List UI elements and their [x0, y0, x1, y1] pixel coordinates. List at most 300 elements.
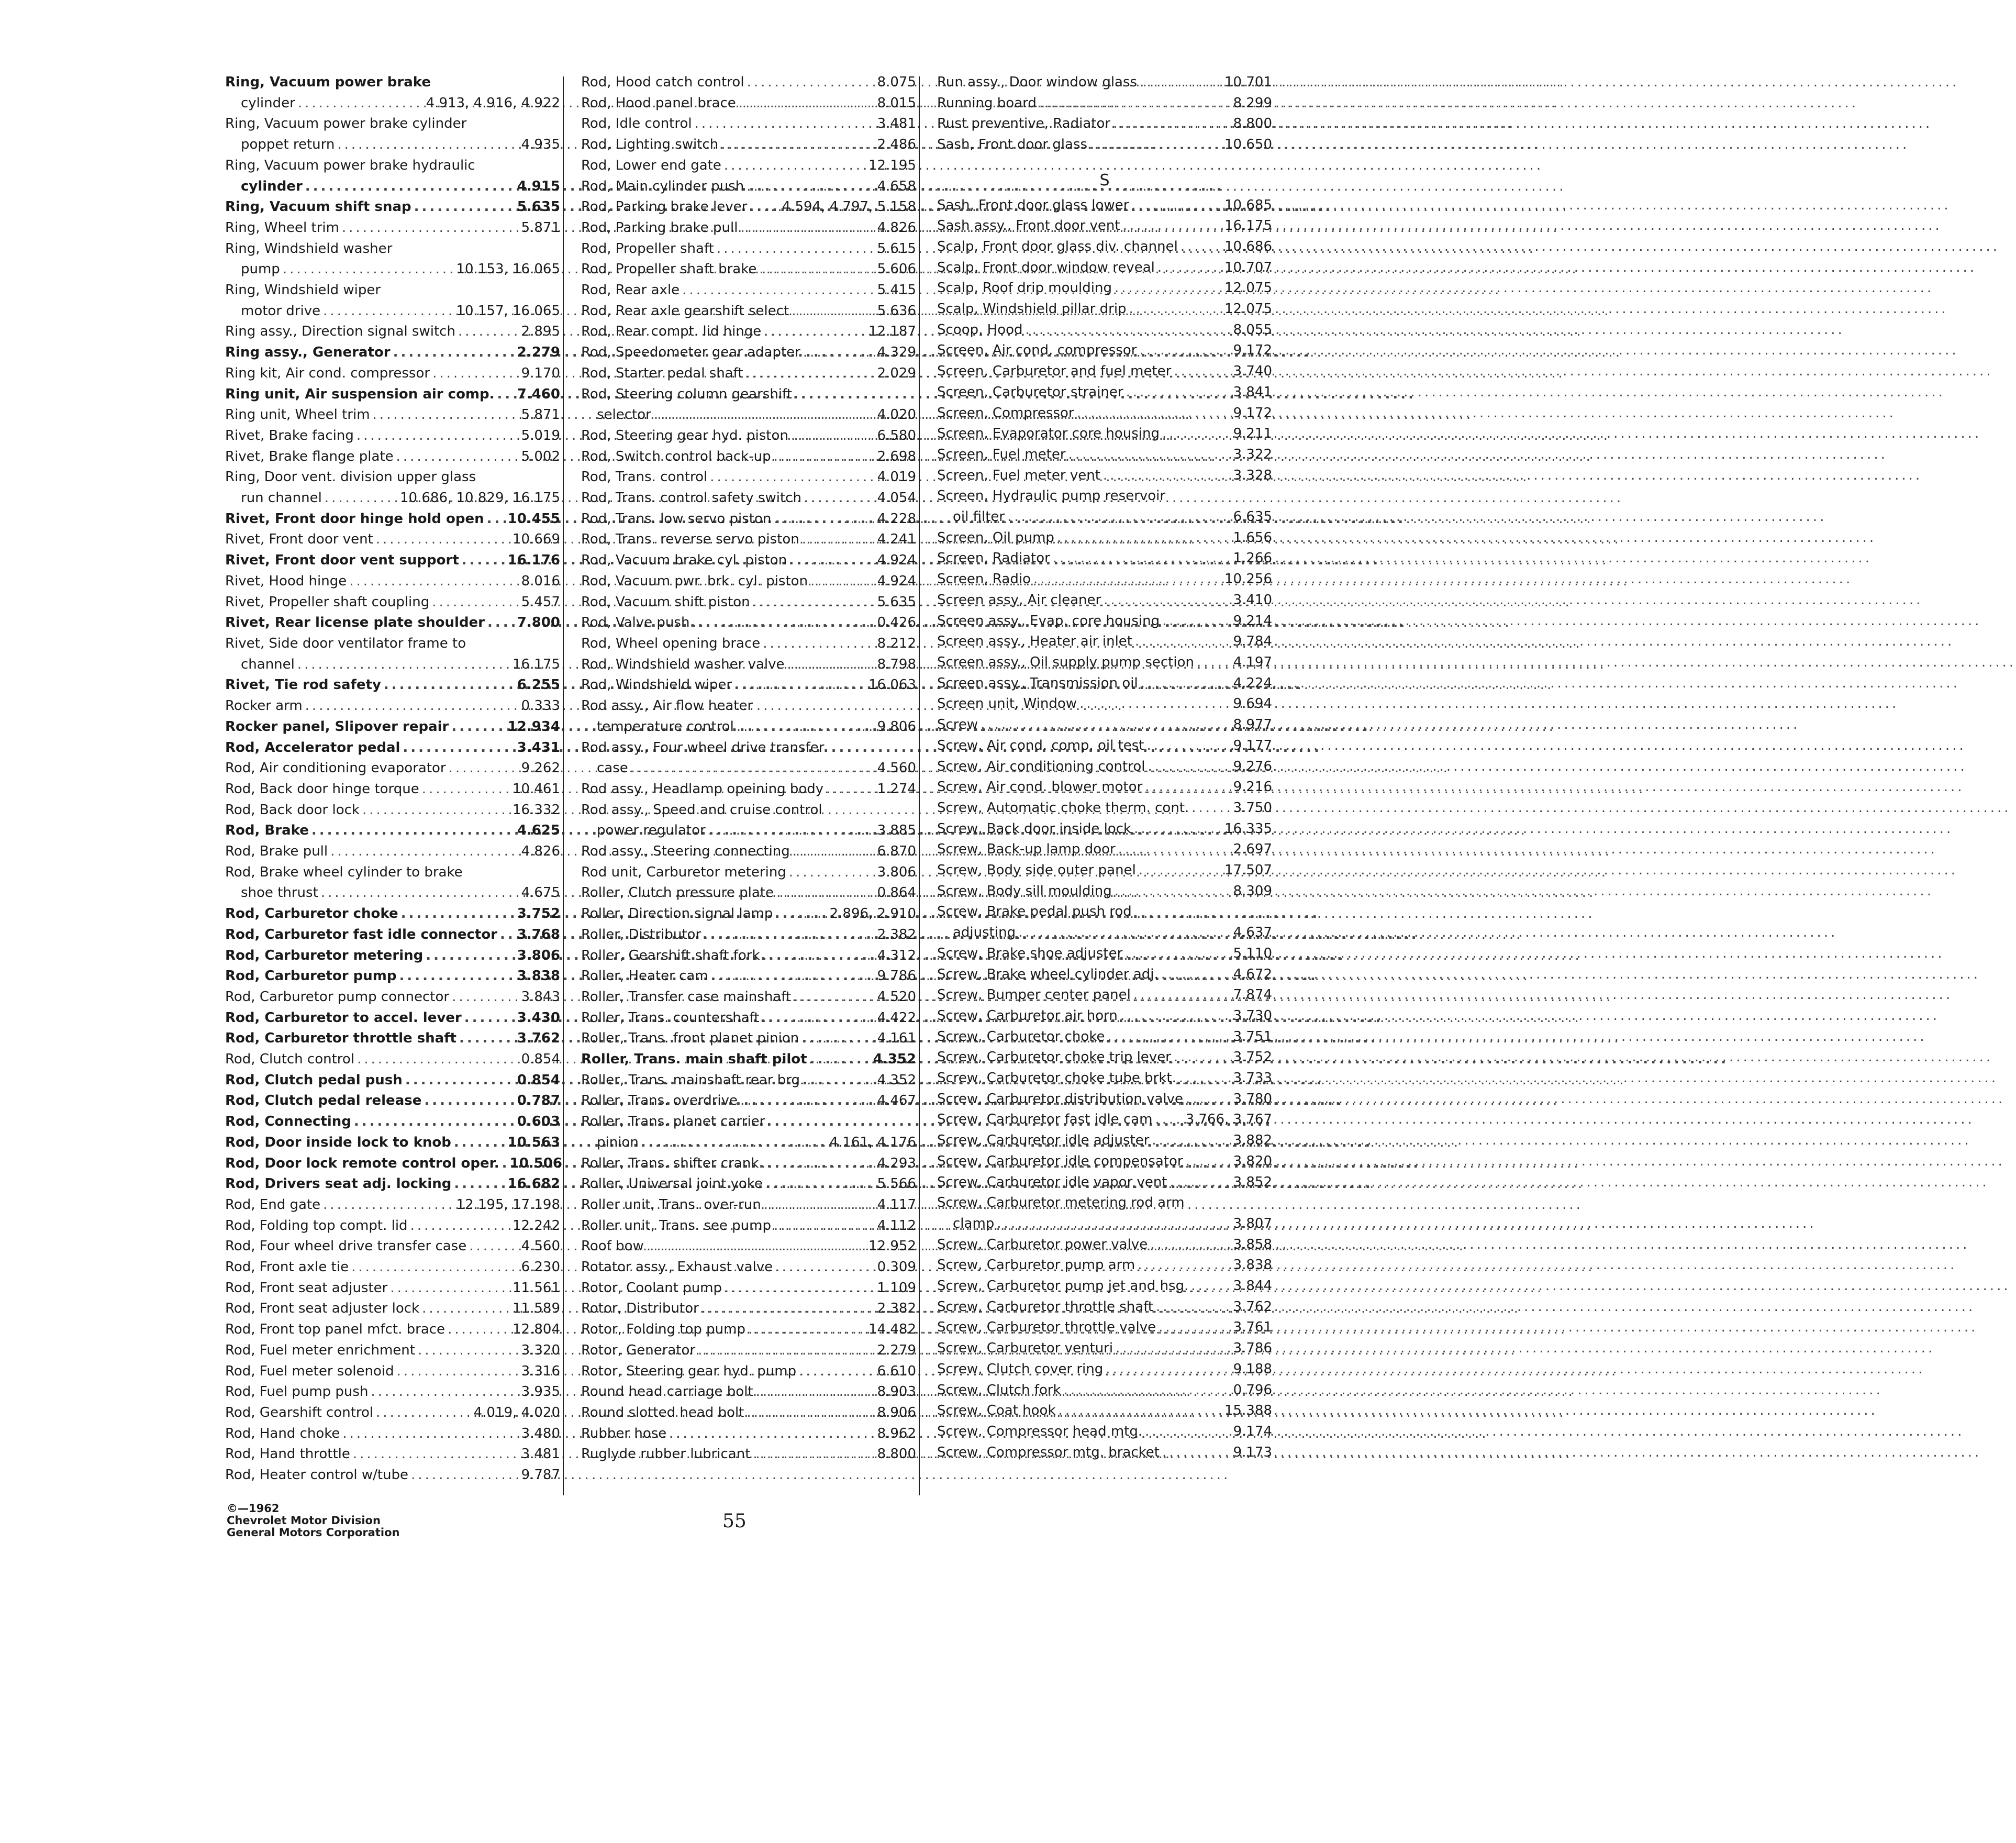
dot-leader [704, 925, 874, 946]
entry-name: Rod, Front seat adjuster [225, 1280, 388, 1296]
index-entry [581, 1361, 916, 1382]
index-entry [225, 613, 560, 634]
entry-page-ref: 6.255 [517, 677, 560, 693]
entry-name: Rod, Front axle tie [225, 1259, 349, 1275]
column-divider [563, 76, 564, 1495]
index-entry [225, 405, 560, 426]
entry-page-ref: 12.195 [868, 157, 916, 173]
entry-page-ref: 12.075 [1224, 280, 1272, 296]
dot-leader [1191, 798, 1230, 819]
entry-name: Rod, Parking brake lever [581, 199, 748, 215]
entry-page-ref: 1.656 [1233, 529, 1272, 546]
dot-leader [1126, 382, 1231, 403]
index-entry [225, 1236, 560, 1257]
entry-name: Ring, Wheel trim [225, 219, 339, 236]
index-entry [225, 1008, 560, 1029]
entry-name: Scalp, Windshield pillar drip [937, 301, 1127, 317]
index-entry [581, 883, 916, 904]
index-entry [937, 694, 1272, 715]
index-entry [581, 820, 916, 841]
entry-page-ref: 3.316 [521, 1363, 560, 1379]
dot-leader [305, 176, 515, 197]
index-entry [225, 1319, 560, 1340]
entry-name: Scalp, Roof drip moulding [937, 280, 1112, 296]
index-entry [225, 717, 560, 738]
dot-leader [349, 571, 518, 592]
dot-leader [746, 363, 875, 384]
index-entry [225, 321, 560, 342]
entry-name: Rod, Carburetor throttle shaft [225, 1030, 456, 1047]
entry-page-ref: 0.603 [517, 1114, 560, 1130]
entry-page-ref: 10.701 [1224, 74, 1272, 90]
dot-leader [1197, 652, 1231, 673]
dot-leader [740, 1091, 875, 1112]
entry-page-ref: 0.426 [877, 615, 916, 631]
entry-name: Rotator assy., Exhaust valve [581, 1259, 773, 1275]
entry-page-ref: 3.806 [517, 947, 560, 963]
dot-leader [1156, 1297, 1231, 1318]
entry-page-ref: 7.460 [517, 386, 560, 402]
entry-page-ref: 0.854 [517, 1072, 560, 1088]
dot-leader [357, 426, 519, 447]
index-entry [225, 1091, 560, 1112]
entry-page-ref: 3.786 [1233, 1340, 1272, 1357]
dot-leader [459, 1028, 515, 1049]
index-entry [581, 987, 916, 1008]
entry-page-ref: 12.934 [507, 718, 560, 735]
entry-name: Screen, Fuel meter vent [937, 467, 1100, 483]
dot-leader [487, 509, 505, 530]
entry-page-ref: 4.826 [521, 843, 560, 860]
index-entry [581, 239, 916, 260]
entry-page-ref: 5.002 [521, 448, 560, 464]
index-entry [581, 925, 916, 946]
entry-page-ref: 3.768 [517, 926, 560, 942]
entry-page-ref: 8.903 [877, 1384, 916, 1400]
entry-page-ref: 3.807 [1233, 1215, 1272, 1231]
index-entry-header: Ring, Vacuum power brake hydraulic [225, 157, 475, 173]
entry-name: Scalp, Front door window reveal [937, 259, 1155, 275]
dot-leader [763, 634, 874, 654]
entry-name: Screw, Back-up lamp door [937, 841, 1116, 858]
entry-page-ref: 0.854 [521, 1051, 560, 1068]
dot-leader [376, 1403, 471, 1424]
index-entry [225, 904, 560, 925]
index-entry [225, 571, 560, 592]
index-entry-header: Rod assy., Speed and cruise control [581, 802, 822, 818]
entry-page-ref: 2.382 [877, 926, 916, 942]
dot-leader [764, 321, 866, 342]
entry-name: Rivet, Brake flange plate [225, 448, 394, 464]
entry-name: Screw, Carburetor fast idle cam [937, 1112, 1153, 1128]
entry-page-ref: 0.309 [877, 1259, 916, 1275]
entry-name: Rod, Front seat adjuster lock [225, 1301, 420, 1317]
index-entry [225, 1153, 560, 1174]
index-entry [937, 507, 1272, 528]
index-entry [937, 1109, 1272, 1130]
entry-page-ref: 4.312 [877, 947, 916, 963]
index-entry [225, 426, 560, 447]
index-entry [225, 1444, 560, 1465]
entry-page-ref: 4.826 [877, 219, 916, 236]
entry-page-ref: 12.952 [868, 1238, 916, 1254]
entry-page-ref: 2.382 [877, 1301, 916, 1317]
index-entry [937, 673, 1272, 694]
dot-leader [1150, 1235, 1230, 1256]
entry-name: Screw, Carburetor pump arm [937, 1257, 1135, 1273]
dot-leader [1179, 1068, 1231, 1089]
dot-leader [981, 715, 1230, 736]
dot-leader [448, 1319, 510, 1340]
entry-page-ref: 10.461 [513, 781, 560, 797]
index-entry [937, 777, 1272, 798]
dot-leader [641, 1133, 827, 1153]
dot-leader [740, 218, 874, 239]
dot-leader [422, 779, 510, 800]
dot-leader [753, 1444, 874, 1465]
dot-leader [330, 841, 518, 862]
entry-page-ref: 12.804 [513, 1322, 560, 1338]
entry-name: Rod, Hand choke [225, 1425, 340, 1441]
entry-name: Screw, Body side outer panel [937, 862, 1136, 879]
dot-leader [1134, 819, 1222, 840]
entry-name: Rotor, Steering gear hyd. pump [581, 1363, 797, 1379]
index-entry [581, 1049, 916, 1070]
index-entry-header: Rod, Brake wheel cylinder to brake [225, 864, 463, 880]
dot-leader [411, 1465, 519, 1486]
dot-leader [997, 1214, 1230, 1235]
dot-leader [1115, 278, 1222, 299]
entry-page-ref: 9.276 [1233, 758, 1272, 774]
index-entry [937, 715, 1272, 736]
entry-page-ref: 4.117 [877, 1196, 916, 1213]
entry-page-ref: 6.635 [1233, 509, 1272, 525]
entry-name: Rod, Wheel opening brace [581, 635, 761, 651]
entry-page-ref: 10.686 [1224, 238, 1272, 254]
entry-name: Ring assy., Direction signal switch [225, 324, 455, 340]
entry-page-ref: 5.615 [877, 240, 916, 257]
dot-leader [1152, 1130, 1230, 1151]
entry-page-ref: 16.063 [868, 677, 916, 693]
entry-name: Rod, Hood panel brace [581, 95, 736, 111]
entry-name: Rod, Carburetor pump connector [225, 989, 450, 1005]
entry-page-ref: 6.870 [877, 843, 916, 860]
entry-name: selector [597, 407, 651, 423]
entry-name: Screw, Carburetor distribution valve [937, 1091, 1183, 1107]
index-entry [225, 93, 560, 114]
entry-page-ref: 0.333 [521, 698, 560, 714]
dot-leader [1186, 1151, 1231, 1172]
entry-page-ref: 2.697 [1233, 841, 1272, 858]
entry-name: Screw, Bumper center panel [937, 987, 1131, 1003]
index-entry [581, 946, 916, 967]
index-entry [581, 1153, 916, 1174]
index-entry [225, 1028, 560, 1049]
entry-page-ref: 3.841 [1233, 384, 1272, 400]
dot-leader [1104, 590, 1230, 611]
entry-page-ref: 4.329 [877, 345, 916, 361]
dot-leader [1174, 1047, 1231, 1068]
entry-page-ref: 10.157, 16.065 [456, 303, 560, 319]
entry-page-ref: 3.838 [1233, 1257, 1272, 1273]
dot-leader [1180, 237, 1222, 258]
dot-leader [753, 592, 875, 613]
page-number: 55 [722, 1511, 747, 1532]
index-entry [581, 405, 916, 426]
entry-page-ref: 4.924 [877, 552, 916, 569]
entry-name: Rod, Rear axle [581, 282, 680, 298]
entry-page-ref: 3.761 [1233, 1319, 1272, 1336]
dot-leader [804, 488, 875, 509]
dot-leader [759, 259, 874, 280]
dot-leader [747, 72, 875, 93]
dot-leader [432, 592, 518, 613]
entry-page-ref: 9.784 [1233, 634, 1272, 650]
dot-leader [765, 1174, 875, 1195]
entry-name: Screw, Carburetor idle vapor vent [937, 1174, 1167, 1190]
section-heading: S [1099, 171, 1110, 190]
index-entry [225, 1382, 560, 1403]
entry-page-ref: 10.686, 10.829, 16.175 [400, 490, 560, 506]
entry-name: Screen assy., Oil supply pump section [937, 654, 1194, 670]
index-entry [225, 946, 560, 967]
dot-leader [353, 1444, 519, 1465]
dot-leader [654, 405, 875, 426]
entry-name: Rod, Hand throttle [225, 1446, 350, 1462]
dot-leader [337, 135, 518, 156]
index-entry-header: Rod assy., Air flow heater [581, 698, 753, 714]
dot-leader [1145, 1422, 1230, 1442]
entry-name: Screw, Carburetor throttle shaft [937, 1298, 1154, 1315]
entry-page-ref: 9.188 [1233, 1361, 1272, 1377]
index-entry [581, 488, 916, 509]
dot-leader [756, 1382, 875, 1403]
entry-name: case [597, 760, 628, 776]
index-entry [225, 592, 560, 613]
entry-page-ref: 3.752 [517, 906, 560, 922]
entry-name: Rod, Rear compt. lid hinge [581, 324, 762, 340]
dot-leader [1116, 1338, 1230, 1359]
index-entry [225, 1049, 560, 1070]
index-entry [225, 675, 560, 696]
entry-page-ref: 8.977 [1233, 717, 1272, 733]
index-entry [225, 800, 560, 821]
entry-page-ref: 10.455 [507, 510, 560, 527]
entry-name: Rivet, Front door hinge hold open [225, 510, 484, 527]
index-entry-header: Screen, Hydraulic pump reservoir [937, 488, 1166, 504]
entry-page-ref: 3.780 [1233, 1091, 1272, 1107]
index-entry [937, 1276, 1272, 1297]
entry-name: Screen unit, Window [937, 696, 1077, 712]
dot-leader [1147, 736, 1231, 757]
entry-name: Rod, Carburetor fast idle connector [225, 926, 497, 942]
entry-page-ref: 10.685 [1224, 197, 1272, 213]
dot-leader [775, 904, 827, 925]
index-entry [937, 1130, 1272, 1151]
index-entry-header: Ring, Vacuum power brake [225, 74, 431, 90]
index-column-2 [581, 72, 916, 1465]
entry-name: Rod, Steering gear hyd. piston [581, 427, 788, 443]
entry-name: Rod, Folding top compt. lid [225, 1217, 408, 1234]
entry-page-ref: 3.740 [1233, 363, 1272, 380]
entry-page-ref: 3.733 [1233, 1070, 1272, 1086]
dot-leader [323, 1195, 453, 1216]
entry-page-ref: 4.228 [877, 510, 916, 527]
index-entry [937, 424, 1272, 445]
index-entry [225, 1070, 560, 1091]
dot-leader [748, 1319, 866, 1340]
publisher-footer [227, 1503, 399, 1539]
entry-name: Rivet, Brake facing [225, 427, 354, 443]
index-entry [937, 652, 1272, 673]
dot-leader [701, 1298, 875, 1319]
entry-name: Rod, Back door hinge torque [225, 781, 419, 797]
entry-name: Roller, Trans. main shaft pilot [581, 1051, 807, 1068]
entry-name: Rust preventive, Radiator [937, 116, 1111, 132]
entry-name: shoe thrust [241, 885, 318, 901]
dot-leader [1138, 1255, 1230, 1276]
index-entry [581, 675, 916, 696]
entry-page-ref: 5.636 [877, 303, 916, 319]
entry-page-ref: 8.309 [1233, 883, 1272, 899]
index-entry [225, 1195, 560, 1216]
index-entry [937, 1068, 1272, 1089]
entry-page-ref: 4.019 [877, 469, 916, 485]
entry-page-ref: 4.224 [1233, 675, 1272, 691]
dot-leader [502, 1153, 507, 1174]
index-entry [581, 717, 916, 738]
entry-name: Roller, Trans. mainshaft rear brg. [581, 1072, 805, 1088]
dot-leader [721, 135, 874, 156]
entry-page-ref: 4.019, 4.020 [473, 1405, 560, 1420]
index-entry [225, 529, 560, 550]
entry-name: Rod, Fuel meter enrichment [225, 1342, 415, 1358]
entry-page-ref: 4.658 [877, 178, 916, 194]
entry-name: Screw, Brake shoe adjuster [937, 945, 1123, 961]
index-entry [937, 1422, 1272, 1442]
dot-leader [371, 1382, 518, 1403]
entry-page-ref: 4.560 [521, 1238, 560, 1254]
entry-page-ref: 9.694 [1233, 696, 1272, 712]
entry-page-ref: 8.075 [877, 74, 916, 90]
dot-leader [794, 987, 874, 1008]
entry-name: poppet return [241, 137, 335, 153]
dot-leader [1191, 1276, 1230, 1297]
dot-leader [776, 883, 875, 904]
dot-leader [695, 114, 875, 135]
entry-name: Screw, Body sill moulding [937, 883, 1112, 899]
index-entry [225, 1298, 560, 1319]
dot-leader [1186, 1089, 1231, 1110]
entry-name: Screen, Carburetor and fuel meter [937, 363, 1172, 380]
index-entry [937, 1338, 1272, 1359]
entry-page-ref: 3.885 [877, 823, 916, 839]
entry-page-ref: 3.320 [521, 1342, 560, 1358]
entry-page-ref: 5.566 [877, 1176, 916, 1192]
index-entry-header: Ring, Windshield washer [225, 240, 393, 257]
entry-name: Rod, Accelerator pedal [225, 739, 400, 756]
entry-page-ref: 5.019 [521, 427, 560, 443]
dot-leader [1057, 528, 1231, 549]
entry-page-ref: 5.871 [521, 407, 560, 423]
entry-page-ref: 3.882 [1233, 1133, 1272, 1149]
entry-name: Rod, Vacuum pwr. brk. cyl. piston [581, 573, 808, 589]
index-entry [581, 93, 916, 114]
dot-leader [747, 176, 874, 197]
entry-name: Roller unit, Trans. see pump [581, 1217, 771, 1234]
index-entry [937, 1006, 1272, 1027]
entry-name: clamp [953, 1215, 995, 1231]
index-entry [581, 862, 916, 883]
dot-leader [802, 529, 875, 550]
entry-page-ref: 11.589 [513, 1301, 560, 1317]
entry-name: run channel [241, 490, 322, 506]
entry-name: Screen assy., Heater air inlet [937, 634, 1133, 650]
entry-name: Rod, Carburetor metering [225, 947, 424, 963]
entry-page-ref: 8.055 [1233, 321, 1272, 338]
index-entry [581, 1133, 916, 1153]
dot-leader [692, 613, 874, 634]
entry-name: Rod, Door lock remote control oper. [225, 1155, 499, 1171]
entry-page-ref: 4.054 [877, 490, 916, 506]
entry-name: Rocker panel, Slipover repair [225, 718, 449, 735]
entry-page-ref: 1.266 [1233, 550, 1272, 567]
entry-page-ref: 3.410 [1233, 592, 1272, 608]
entry-name: Rivet, Rear license plate shoulder [225, 615, 485, 631]
entry-name: Rod, Brake pull [225, 843, 328, 860]
entry-name: Rod, Propeller shaft brake [581, 261, 757, 277]
dot-leader [1118, 839, 1231, 860]
entry-page-ref: 17.507 [1224, 862, 1272, 879]
dot-leader [298, 93, 424, 114]
entry-page-ref: 0.864 [877, 885, 916, 901]
entry-name: Screw, Carburetor choke [937, 1028, 1105, 1045]
entry-page-ref: 3.750 [1233, 800, 1272, 816]
index-entry [937, 839, 1272, 860]
index-entry [581, 218, 916, 239]
dot-leader [1135, 631, 1231, 652]
entry-name: Roller unit, Trans. over-run [581, 1196, 761, 1213]
entry-name: Rod, Idle control [581, 116, 692, 132]
entry-name: Rod, Starter pedal shaft [581, 365, 743, 381]
dot-leader [410, 1216, 510, 1237]
index-entry [225, 758, 560, 779]
entry-name: Rod, Brake [225, 823, 309, 839]
entry-name: Screen, Radio [937, 571, 1031, 587]
index-entry [581, 467, 916, 488]
index-entry [225, 509, 560, 530]
entry-name: Run assy., Door window glass [937, 74, 1138, 90]
entry-page-ref: 5.871 [521, 219, 560, 236]
dot-leader [1039, 93, 1231, 114]
dot-leader [432, 363, 519, 384]
entry-name: Sash, Front door glass lower [937, 197, 1129, 213]
entry-name: Screw, Air cond. blower motor [937, 779, 1143, 795]
entry-name: Ring assy., Generator [225, 345, 391, 361]
index-entry [225, 1257, 560, 1278]
entry-page-ref: 4.352 [877, 1072, 916, 1088]
dot-leader [669, 1424, 874, 1445]
dot-leader [1103, 465, 1231, 486]
entry-name: Rotor, Generator [581, 1342, 696, 1358]
entry-name: Rod, Trans. control [581, 469, 708, 485]
entry-page-ref: 4.915 [517, 178, 560, 194]
entry-name: Roller, Trans. countershaft [581, 1009, 760, 1026]
entry-name: Rod, Carburetor to accel. lever [225, 1009, 462, 1026]
dot-leader [418, 1340, 519, 1361]
dot-leader [761, 1153, 874, 1174]
dot-leader [357, 1049, 519, 1070]
